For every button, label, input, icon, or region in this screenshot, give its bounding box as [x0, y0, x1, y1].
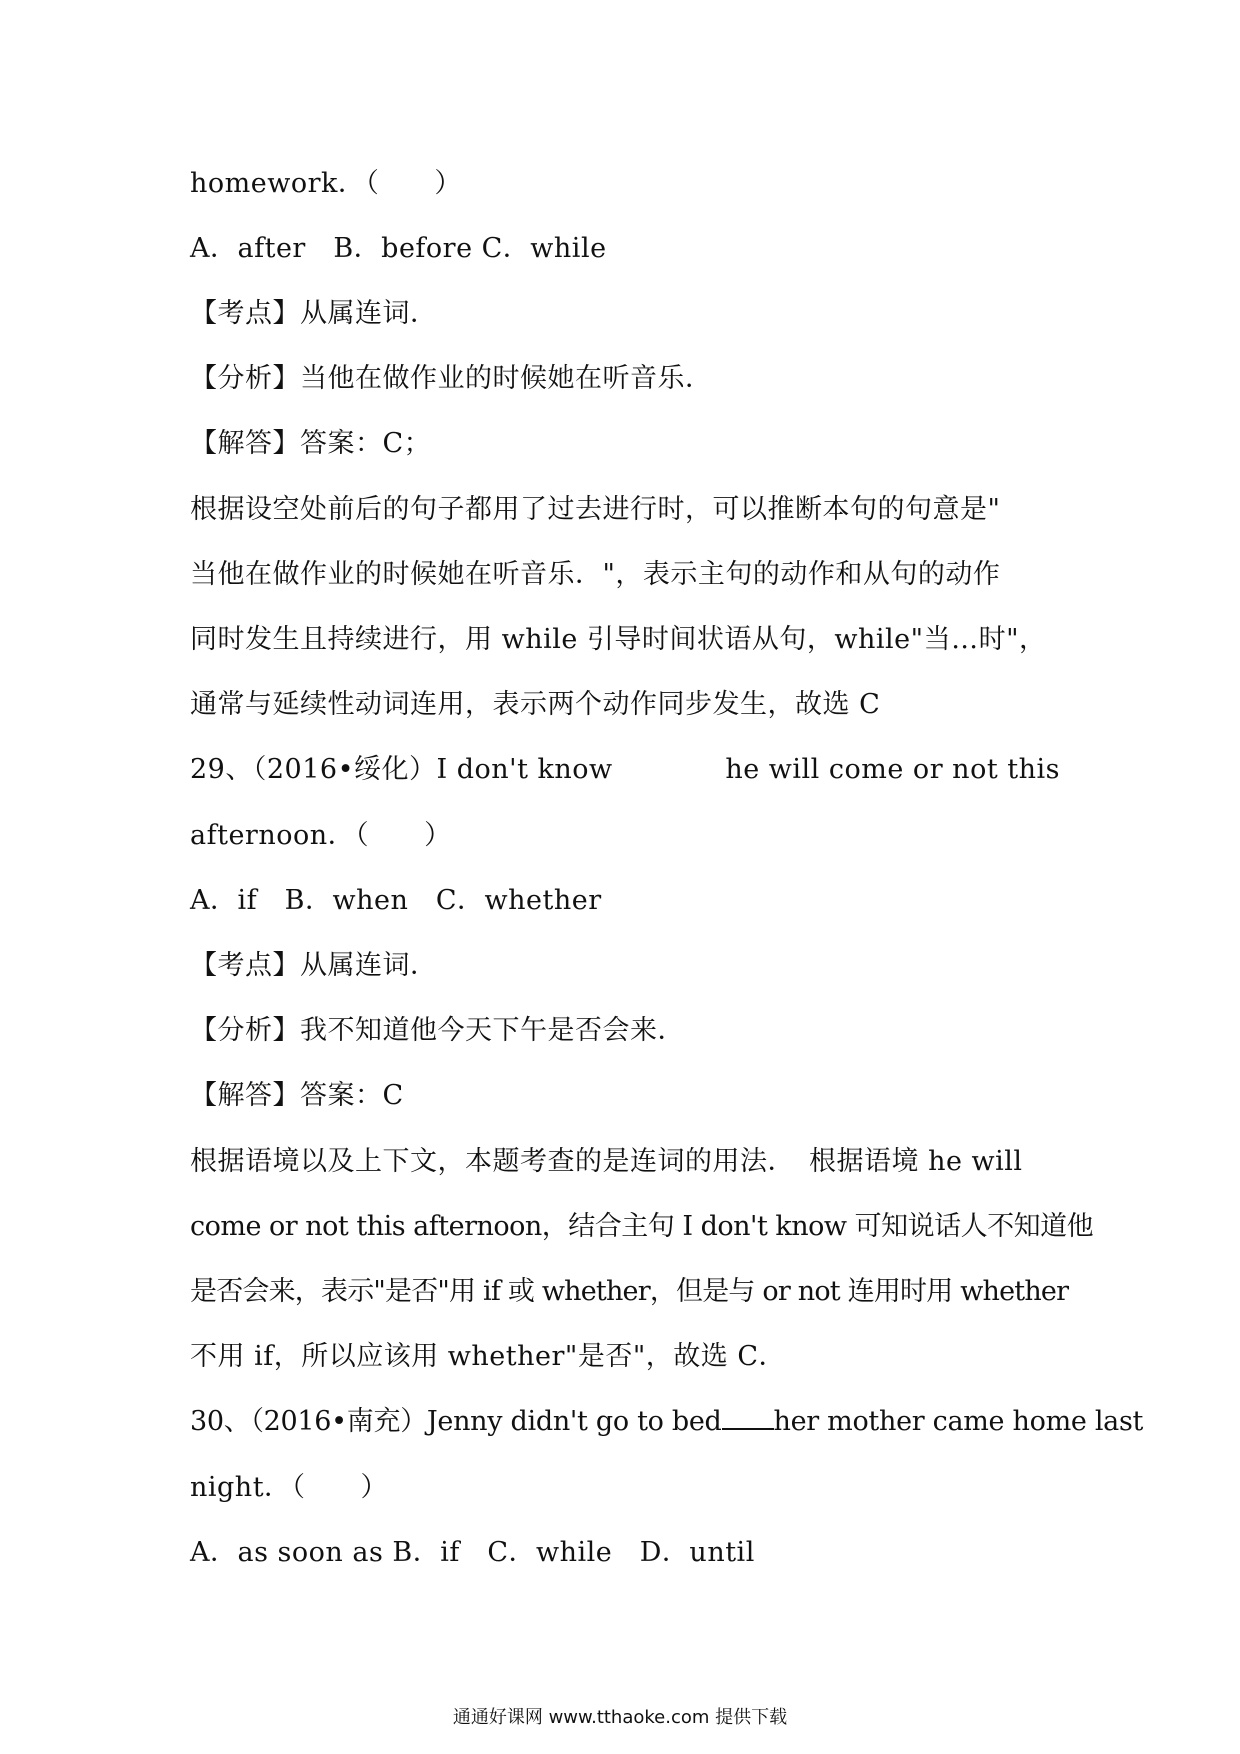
- question-29-kaodian: 【考点】从属连词．: [190, 950, 438, 981]
- question-29-stem-end: afternoon．（ ）: [190, 820, 452, 851]
- question-29-fenxi: 【分析】我不知道他今天下午是否会来．: [190, 1015, 685, 1046]
- question-29-explanation-line-2: come or not this afternoon，结合主句 I don't know 可知说话人不知道他: [190, 1211, 1094, 1242]
- question-30-stem-text-1: 30、（2016•南充）Jenny didn't go to bed: [190, 1406, 722, 1437]
- question-28-explanation-line-1: 根据设空处前后的句子都用了过去进行时，可以推断本句的句意是": [190, 494, 1001, 525]
- question-28-jieda: 【解答】答案：C；: [190, 428, 432, 459]
- question-29-stem-part-2: he will come or not this: [725, 754, 1060, 785]
- question-28-explanation-line-4: 通常与延续性动词连用，表示两个动作同步发生，故选 C: [190, 689, 881, 720]
- question-28-stem-end: homework．（ ）: [190, 168, 462, 199]
- question-29-jieda: 【解答】答案：C: [190, 1080, 404, 1111]
- question-28-options: A．after B．before C．while: [190, 233, 607, 264]
- question-28-explanation-line-3: 同时发生且持续进行，用 while 引导时间状语从句，while"当…时"，: [190, 624, 1047, 655]
- question-30-stem: [190, 1404, 1144, 1440]
- question-30-options: A．as soon as B．if C．while D．until: [190, 1537, 755, 1568]
- question-29-options: A．if B．when C．whether: [190, 885, 602, 916]
- question-30-stem-part-1: [190, 1404, 774, 1440]
- question-29-explanation-line-3: 是否会来，表示"是否"用 if 或 whether，但是与 or not 连用时用 whether: [190, 1276, 1069, 1307]
- question-29-stem-part-1: 29、（2016•绥化）I don't know: [190, 754, 613, 785]
- question-28-explanation-line-2: 当他在做作业的时候她在听音乐．"，表示主句的动作和从句的动作: [190, 559, 1001, 590]
- answer-blank-underline: [722, 1406, 774, 1430]
- question-28-fenxi: 【分析】当他在做作业的时候她在听音乐．: [190, 363, 713, 394]
- question-30-stem-part-2: her mother came home last: [773, 1406, 1144, 1437]
- question-29-explanation-line-4: 不用 if，所以应该用 whether"是否"，故选 C．: [190, 1341, 786, 1372]
- page-footer: 通通好课网 www.tthaoke.com 提供下载: [452, 1707, 788, 1728]
- question-30-stem-end: night．（ ）: [190, 1472, 389, 1503]
- question-29-stem: [190, 752, 1060, 788]
- question-28-kaodian: 【考点】从属连词．: [190, 298, 438, 329]
- question-29-explanation-line-1: 根据语境以及上下文，本题考查的是连词的用法． 根据语境 he will: [190, 1146, 1023, 1177]
